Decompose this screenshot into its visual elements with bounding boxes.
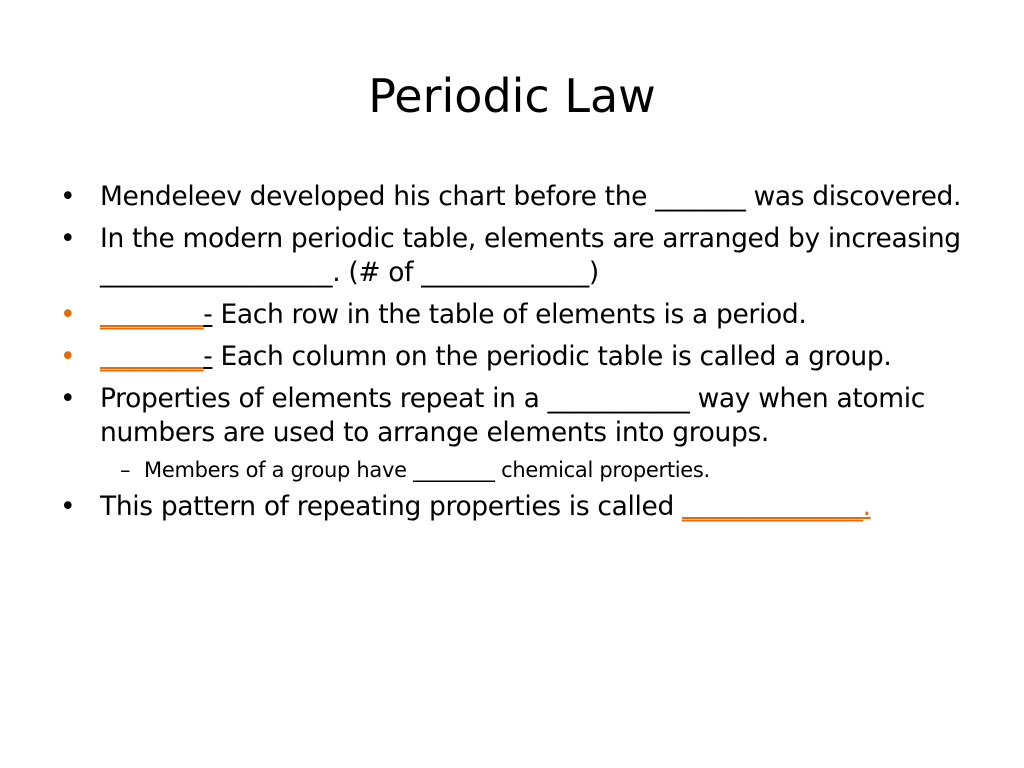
dash: - — [203, 299, 213, 330]
bullet-item-pattern — [52, 490, 1017, 524]
sub-bullet-item-group-members — [100, 456, 1017, 484]
bullet-item-properties-repeat — [52, 382, 1017, 450]
bullet-text: Mendeleev developed his chart before the _______ was discovered. — [100, 181, 962, 212]
sub-bullet-text: Members of a group have ________ chemical properties. — [144, 458, 710, 482]
bullet-list — [52, 180, 1017, 532]
bullet-icon: • — [60, 341, 76, 372]
bullet-icon: • — [60, 383, 76, 414]
dash-icon: – — [120, 458, 131, 482]
bullet-icon: • — [60, 181, 76, 212]
bullet-text: Each row in the table of elements is a period. — [212, 299, 807, 330]
period-mark: . — [862, 491, 871, 522]
bullet-text: Properties of elements repeat in a ___________ way when atomic numbers are used to arrange elements into groups. — [100, 383, 925, 448]
bullet-text: This pattern of repeating properties is called — [100, 491, 682, 522]
answer-blank: ______________ — [682, 491, 863, 522]
dash: - — [203, 341, 213, 372]
bullet-text: In the modern periodic table, elements are arranged by increasing __________________. (# of _____________) — [100, 223, 961, 288]
bullet-icon: • — [60, 223, 76, 254]
bullet-item-group — [52, 340, 1017, 374]
bullet-text: Each column on the periodic table is called a group. — [212, 341, 892, 372]
bullet-item-modern-table — [52, 222, 1017, 290]
bullet-item-mendeleev — [52, 180, 1017, 214]
answer-blank: ________ — [100, 299, 204, 330]
bullet-icon: • — [60, 491, 76, 522]
bullet-icon: • — [60, 299, 76, 330]
slide-title: Periodic Law — [368, 69, 656, 123]
answer-blank: ________ — [100, 341, 204, 372]
bullet-item-period — [52, 298, 1017, 332]
